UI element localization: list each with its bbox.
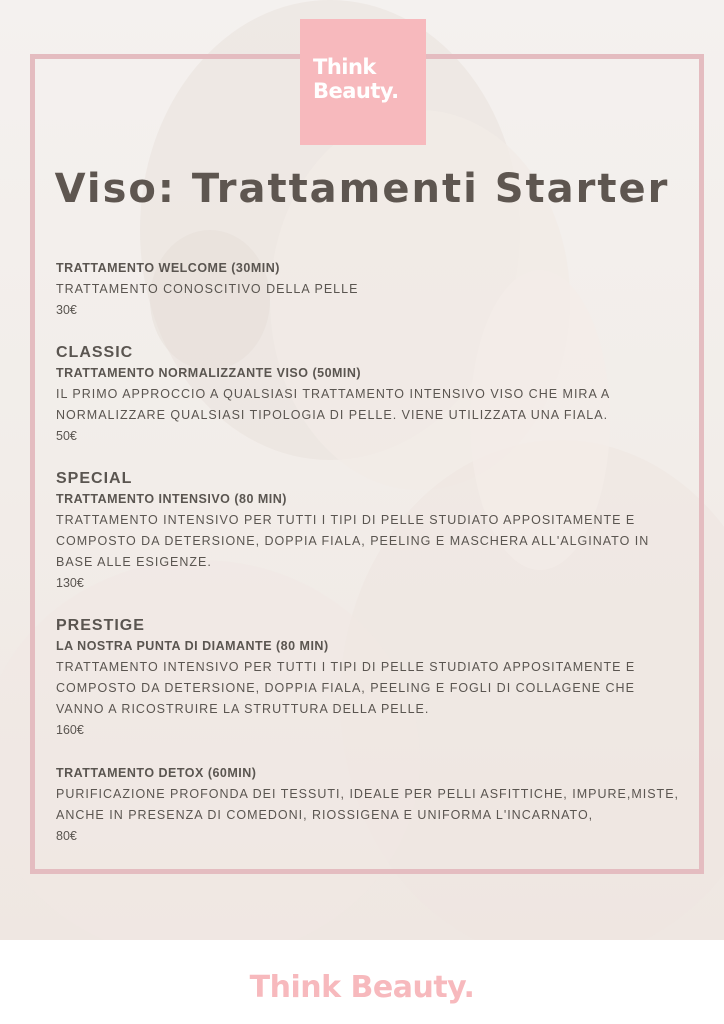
brand-logo-line1: Think	[313, 55, 376, 79]
page-title: Viso: Trattamenti Starter	[54, 166, 670, 212]
treatment-welcome	[56, 258, 686, 321]
treatment-price: 80€	[56, 829, 77, 843]
treatment-list	[56, 258, 686, 847]
treatment-price: 50€	[56, 429, 77, 443]
treatment-description: IL PRIMO APPROCCIO A QUALSIASI TRATTAMENTO INTENSIVO VISO CHE MIRA A NORMALIZZARE QUALSIASI TIPOLOGIA DI PELLE. VIENE UTILIZZATA UNA FIALA.	[56, 387, 610, 422]
treatment-name: LA NOSTRA PUNTA DI DIAMANTE (80 MIN)	[56, 639, 329, 653]
treatment-name: TRATTAMENTO INTENSIVO (80 MIN)	[56, 492, 287, 506]
brand-logo-line2: Beauty.	[313, 79, 399, 103]
treatment-description: TRATTAMENTO INTENSIVO PER TUTTI I TIPI DI PELLE STUDIATO APPOSITAMENTE E COMPOSTO DA DETERSIONE, DOPPIA FIALA, PEELING E MASCHERA ALL'ALGINATO IN BASE ALLE ESIGENZE.	[56, 513, 650, 569]
treatment-classic	[56, 343, 686, 447]
category-heading: PRESTIGE	[56, 617, 145, 634]
treatment-price: 130€	[56, 576, 84, 590]
treatment-name: TRATTAMENTO NORMALIZZANTE VISO (50MIN)	[56, 366, 362, 380]
treatment-special	[56, 469, 686, 594]
treatment-price: 160€	[56, 723, 84, 737]
footer-brand-logo: Think Beauty.	[249, 970, 475, 1005]
treatment-description: TRATTAMENTO CONOSCITIVO DELLA PELLE	[56, 282, 359, 296]
treatment-description: PURIFICAZIONE PROFONDA DEI TESSUTI, IDEALE PER PELLI ASFITTICHE, IMPURE,MISTE, ANCHE IN PRESENZA DI COMEDONI, RIOSSIGENA E UNIFORMA L'INCARNATO,	[56, 787, 680, 822]
treatment-price: 30€	[56, 303, 77, 317]
treatment-name: TRATTAMENTO DETOX (60MIN)	[56, 766, 257, 780]
treatment-detox	[56, 763, 686, 847]
category-heading: CLASSIC	[56, 344, 134, 361]
category-heading: SPECIAL	[56, 470, 133, 487]
treatment-description: TRATTAMENTO INTENSIVO PER TUTTI I TIPI DI PELLE STUDIATO APPOSITAMENTE E COMPOSTO DA DETERSIONE, DOPPIA FIALA, PEELING E FOGLI DI COLLAGENE CHE VANNO A RICOSTRUIRE LA STRUTTURA DELLA PELLE.	[56, 660, 636, 716]
treatment-name: TRATTAMENTO WELCOME (30MIN)	[56, 261, 280, 275]
treatment-prestige	[56, 616, 686, 741]
brand-logo-text	[300, 55, 426, 103]
brand-logo	[300, 19, 426, 145]
